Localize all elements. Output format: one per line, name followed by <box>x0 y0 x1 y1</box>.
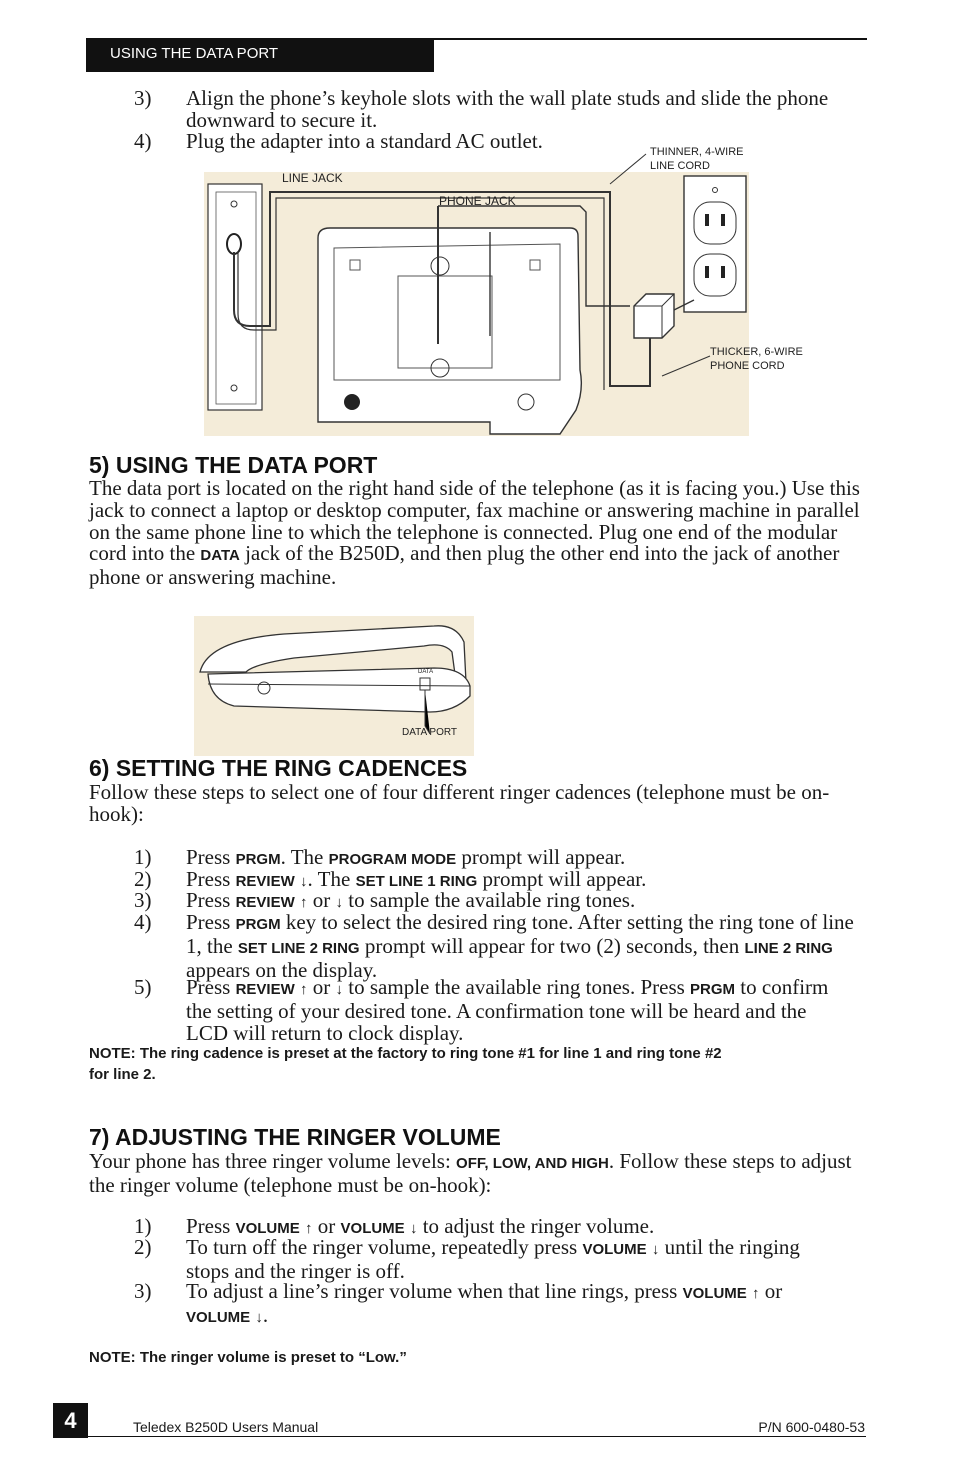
ringer-volume-intro: Your phone has three ringer volume levels: OFF, LOW, AND HIGH. Follow these steps to adjust the ringer volume (telephone must be on-hook): <box>89 1149 852 1197</box>
section-heading-ringer-volume: 7) ADJUSTING THE RINGER VOLUME <box>89 1124 501 1150</box>
step-text: Press PRGM. The PROGRAM MODE prompt will appear. <box>186 845 626 869</box>
arrow-down-icon: ↓ <box>335 894 344 911</box>
step-number: 4) <box>134 129 152 153</box>
arrow-down-icon: ↓ <box>335 981 344 998</box>
section-heading-ring-cadences: 6) SETTING THE RING CADENCES <box>89 755 468 781</box>
arrow-down-icon: ↓ <box>300 873 308 890</box>
arrow-up-icon: ↑ <box>752 1285 760 1302</box>
label-thin-cord: THINNER, 4-WIRE LINE CORD <box>650 146 744 172</box>
ringer-volume-note: NOTE: The ringer volume is preset to “Low.” <box>89 1349 407 1366</box>
label-line-jack: LINE JACK <box>282 171 343 185</box>
step-number: 3) <box>134 86 152 110</box>
ring-cadence-intro: Follow these steps to select one of four different ringer cadences (telephone must be on-hook): <box>89 780 830 826</box>
step-number: 4) <box>134 910 152 934</box>
step-number: 5) <box>134 975 152 999</box>
step-text: Press REVIEW ↑ or ↓ to sample the available ring tones. Press PRGM to confirm the setting of your desired tone. A confirmation tone will be heard and the LCD will return to clock display. <box>186 975 829 1045</box>
label-data-port: DATA PORT <box>402 727 458 738</box>
arrow-up-icon: ↑ <box>300 981 308 998</box>
step-number: 1) <box>134 1214 152 1238</box>
step-number: 3) <box>134 888 152 912</box>
footer-rule <box>88 1436 866 1437</box>
ring-cadence-note: NOTE: The ring cadence is preset at the factory to ring tone #1 for line 1 and ring tone #2 for line 2. <box>89 1045 722 1083</box>
header-section-tab: USING THE DATA PORT <box>86 38 434 72</box>
step-text: Press REVIEW ↓. The SET LINE 1 RING prompt will appear. <box>186 867 647 891</box>
label-data-small: DATA <box>418 669 434 675</box>
arrow-up-icon: ↑ <box>305 1220 313 1237</box>
page-number: 4 <box>53 1403 88 1438</box>
arrow-down-icon: ↓ <box>409 1220 418 1237</box>
step-number: 1) <box>134 845 152 869</box>
step-text: Press REVIEW ↑ or ↓ to sample the available ring tones. <box>186 888 636 912</box>
key-label: DATA <box>200 547 240 565</box>
section-heading-data-port: 5) USING THE DATA PORT <box>89 452 378 478</box>
step-number: 2) <box>134 1235 152 1259</box>
step-text: To turn off the ringer volume, repeatedly press VOLUME ↓ until the ringing stops and the ringer is off. <box>186 1235 800 1283</box>
step-text: Press VOLUME ↑ or VOLUME ↓ to adjust the ringer volume. <box>186 1214 655 1238</box>
step-text: Align the phone’s keyhole slots with the wall plate studs and slide the phone downward to secure it. <box>186 86 829 132</box>
arrow-down-icon: ↓ <box>651 1241 660 1258</box>
arrow-down-icon: ↓ <box>255 1308 263 1326</box>
footer-manual-title: Teledex B250D Users Manual <box>133 1419 319 1435</box>
step-text: Press PRGM key to select the desired ring tone. After setting the ring tone of line 1, the SET LINE 2 RING prompt will appear for two (2) seconds, then LINE 2 RING appears on the display. <box>186 910 854 982</box>
footer-part-number: P/N 600-0480-53 <box>758 1419 865 1435</box>
label-phone-jack: PHONE JACK <box>439 194 516 208</box>
step-text: To adjust a line’s ringer volume when that line rings, press VOLUME ↑ or VOLUME ↓. <box>186 1279 783 1327</box>
arrow-up-icon: ↑ <box>300 894 308 911</box>
wall-mount-illustration <box>200 140 860 440</box>
label-thick-cord: THICKER, 6-WIRE PHONE CORD <box>710 346 803 372</box>
step-number: 2) <box>134 867 152 891</box>
step-text: Plug the adapter into a standard AC outlet. <box>186 129 543 153</box>
wall-mount-figure <box>200 140 860 440</box>
step-number: 3) <box>134 1279 152 1303</box>
data-port-figure <box>194 616 474 756</box>
data-port-paragraph: The data port is located on the right hand side of the telephone (as it is facing you.) Use this jack to connect a laptop or desktop computer, fax machine or answering machine in parallel on the same phone line to which the telephone is connected. Plug one end of the modular cord into the DATA jack of the B250D, and then plug the other end into the jack of another phone or answering machine. <box>89 476 860 590</box>
